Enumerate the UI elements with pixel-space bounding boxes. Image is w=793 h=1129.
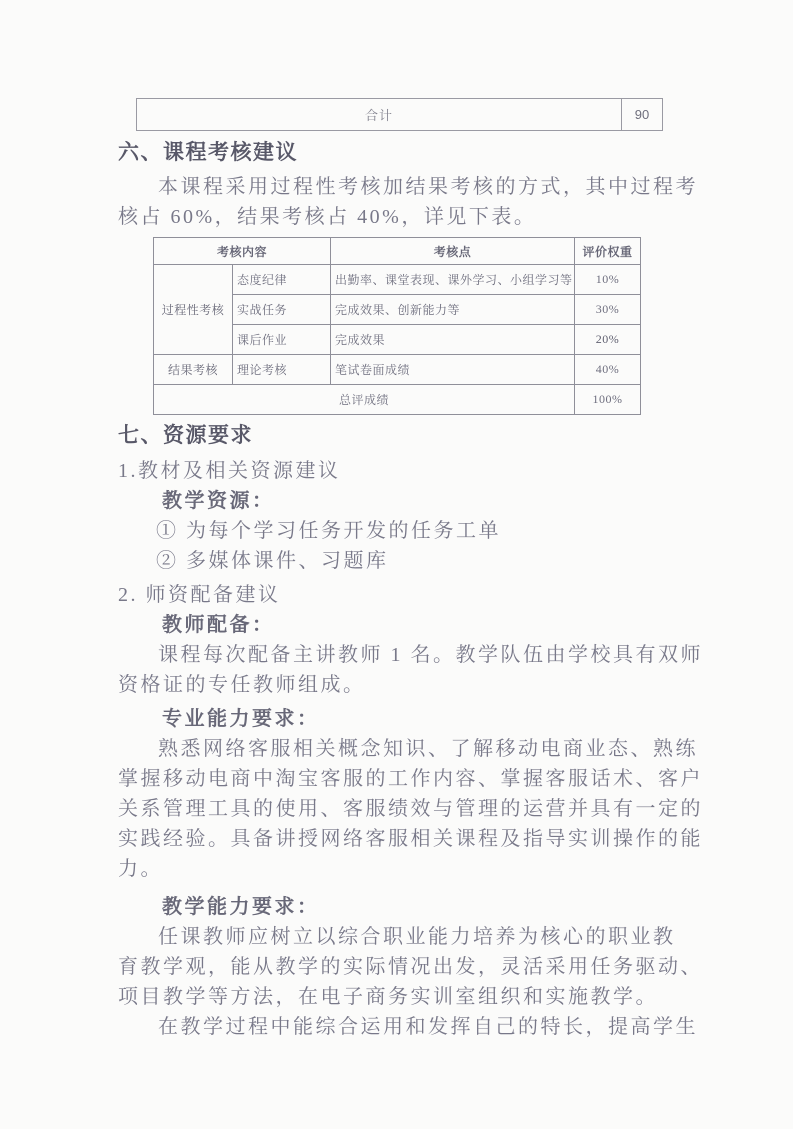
cell-item: 课后作业 [233, 325, 331, 355]
table-row [154, 265, 641, 295]
cell-weight: 30% [575, 295, 641, 325]
paragraph-line: 育教学观，能从教学的实际情况出发，灵活采用任务驱动、 [118, 956, 703, 978]
teaching-paragraph [118, 922, 703, 1012]
cell-weight: 10% [575, 265, 641, 295]
section7-heading: 七、资源要求 [118, 424, 253, 447]
paragraph-line: 项目教学等方法，在电子商务实训室组织和实施教学。 [118, 986, 658, 1008]
assessment-table [153, 237, 641, 415]
header-weight: 评价权重 [575, 238, 641, 265]
cell-points: 笔试卷面成绩 [331, 355, 575, 385]
paragraph-line: 课程每次配备主讲教师 1 名。教学队伍由学校具有双师 [158, 644, 703, 666]
cell-points: 完成效果 [331, 325, 575, 355]
sub2-label: 教师配备： [162, 614, 275, 636]
cell-weight: 20% [575, 325, 641, 355]
paragraph-line: 在教学过程中能综合运用和发挥自己的特长，提高学生 [158, 1016, 698, 1038]
section6-paragraph [118, 172, 698, 232]
cell-category: 过程性考核 [154, 265, 233, 355]
final-paragraph [118, 1012, 698, 1042]
paragraph-line: 本课程采用过程性考核加结果考核的方式，其中过程考 [158, 176, 698, 198]
paragraph-line: 任课教师应树立以综合职业能力培养为核心的职业教 [158, 926, 676, 948]
paragraph-line: 关系管理工具的使用、客服绩效与管理的运营并具有一定的 [118, 798, 703, 820]
table-header-row [154, 238, 641, 265]
cell-category: 结果考核 [154, 355, 233, 385]
paragraph-line: 力。 [118, 858, 163, 880]
cell-points: 完成效果、创新能力等 [331, 295, 575, 325]
paragraph-line: 实践经验。具备讲授网络客服相关课程及指导实训操作的能 [118, 828, 703, 850]
paragraph-line: 核占 60%，结果考核占 40%，详见下表。 [118, 206, 537, 228]
total-value-cell: 90 [634, 107, 650, 122]
table-row [154, 355, 641, 385]
cell-item: 态度纪律 [233, 265, 331, 295]
document-content [118, 141, 703, 1042]
paragraph-line: 熟悉网络客服相关概念知识、了解移动电商业态、熟练 [158, 738, 698, 760]
header-content: 考核内容 [154, 238, 331, 265]
cell-item: 实战任务 [233, 295, 331, 325]
sub1-label: 教学资源： [162, 490, 275, 512]
section6-heading: 六、课程考核建议 [118, 141, 298, 164]
teaching-label: 教学能力要求： [162, 896, 320, 918]
sub2-paragraph [118, 640, 703, 700]
total-label-cell: 合计 [137, 99, 622, 130]
list-item: ① 为每个学习任务开发的任务工单 [156, 520, 501, 542]
cell-weight: 100% [575, 385, 641, 415]
header-points: 考核点 [331, 238, 575, 265]
paragraph-line: 掌握移动电商中淘宝客服的工作内容、掌握客服话术、客户 [118, 768, 703, 790]
cell-total-label: 总评成绩 [154, 385, 575, 415]
total-row-table [136, 98, 663, 131]
ability-paragraph [118, 734, 703, 884]
table-total-row [154, 385, 641, 415]
paragraph-line: 资格证的专任教师组成。 [118, 674, 366, 696]
cell-weight: 40% [575, 355, 641, 385]
sub1-title: 1.教材及相关资源建议 [118, 460, 341, 482]
ability-label: 专业能力要求： [162, 708, 320, 730]
cell-points: 出勤率、课堂表现、课外学习、小组学习等 [331, 265, 575, 295]
list-item: ② 多媒体课件、习题库 [156, 550, 389, 572]
cell-item: 理论考核 [233, 355, 331, 385]
sub2-title: 2. 师资配备建议 [118, 584, 281, 606]
